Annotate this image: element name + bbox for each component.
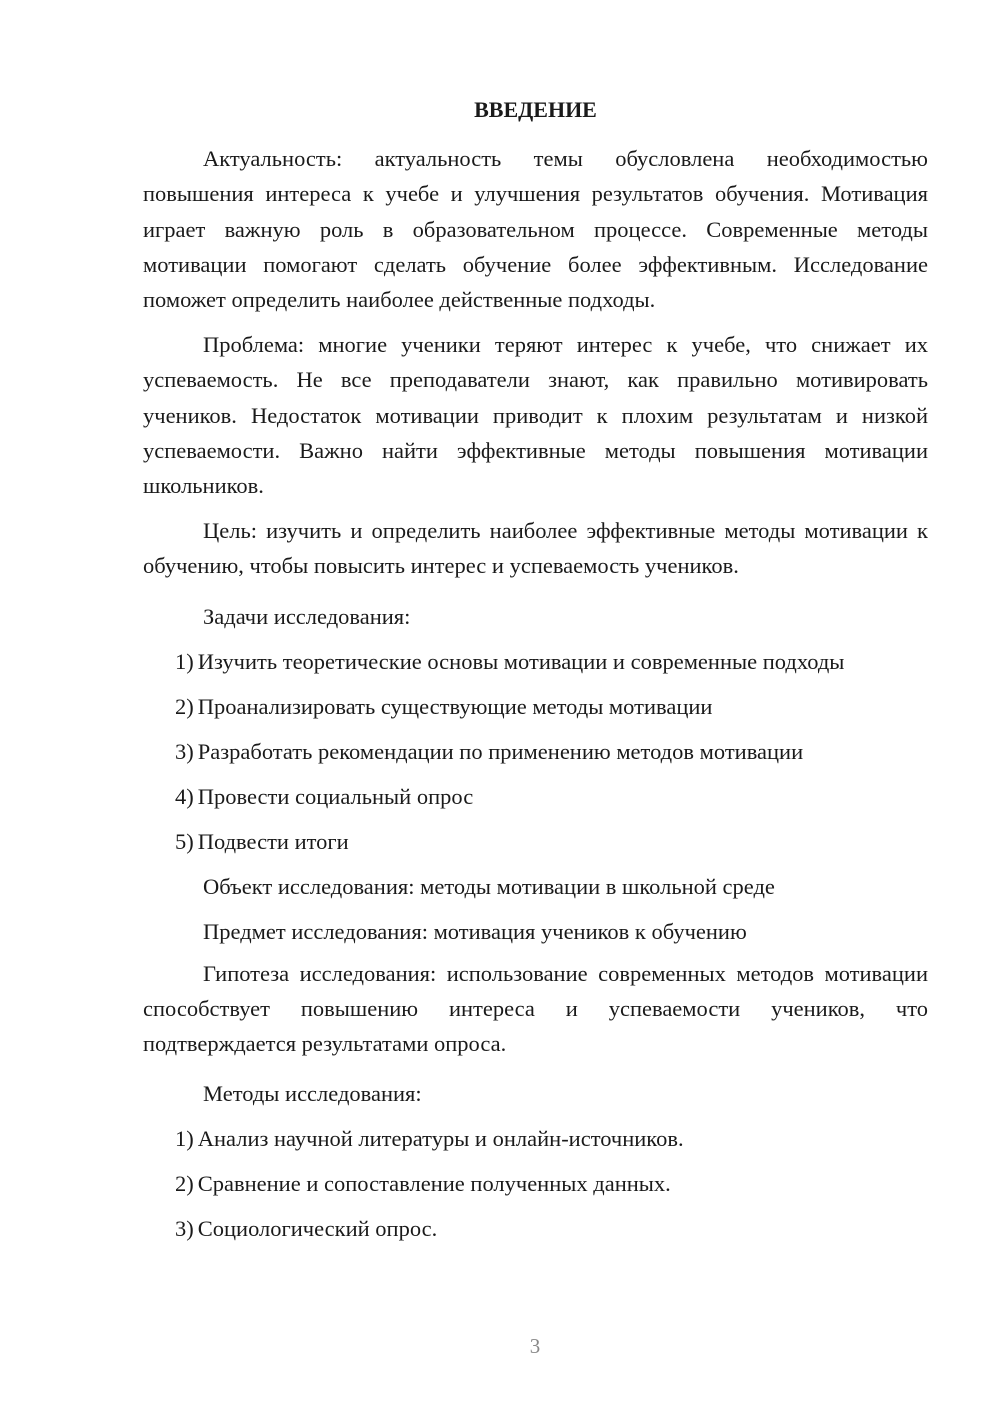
list-item-text: Подвести итоги xyxy=(197,828,349,854)
list-item-number: 3) xyxy=(175,1216,194,1242)
list-item xyxy=(143,819,928,864)
list-item xyxy=(143,1161,928,1206)
page-content xyxy=(143,92,928,1251)
section-title: ВВЕДЕНИЕ xyxy=(474,97,597,122)
page-number: 3 xyxy=(529,1334,541,1358)
list-item-number: 5) xyxy=(175,828,194,854)
list-item xyxy=(143,1206,928,1251)
list-item-number: 3) xyxy=(175,738,194,764)
subject-line: Предмет исследования: мотивация учеников к обучению xyxy=(203,918,747,944)
list-item-number: 1) xyxy=(175,1126,194,1152)
list-item xyxy=(143,1116,928,1161)
goal-paragraph: Цель: изучить и определить наиболее эффективные методы мотивации к обучению, чтобы повысить интерес и успеваемость учеников. xyxy=(143,518,928,579)
methods-heading: Методы исследования: xyxy=(203,1081,422,1107)
list-item-number: 1) xyxy=(175,648,194,674)
list-item xyxy=(143,639,928,684)
tasks-heading: Задачи исследования: xyxy=(203,603,411,629)
object-line: Объект исследования: методы мотивации в школьной среде xyxy=(203,873,775,899)
list-item-number: 2) xyxy=(175,693,194,719)
list-item-text: Анализ научной литературы и онлайн-источников. xyxy=(197,1126,684,1152)
hypothesis-paragraph: Гипотеза исследования: использование современных методов мотивации способствует повышению интереса и успеваемости учеников, что подтверждается результатами опроса. xyxy=(143,960,928,1057)
list-item-number: 4) xyxy=(175,783,194,809)
list-item xyxy=(143,684,928,729)
list-item-text: Социологический опрос. xyxy=(197,1216,438,1242)
problem-paragraph: Проблема: многие ученики теряют интерес к учебе, что снижает их успеваемость. Не все преподаватели знают, как правильно мотивировать учеников. Недостаток мотивации приводит к плохим результатам и низкой успеваемости. Важно найти эффективные методы повышения мотивации школьников. xyxy=(143,332,928,499)
list-item xyxy=(143,729,928,774)
list-item-text: Провести социальный опрос xyxy=(197,783,474,809)
list-item-number: 2) xyxy=(175,1171,194,1197)
tasks-list xyxy=(143,639,928,864)
list-item-text: Разработать рекомендации по применению методов мотивации xyxy=(197,738,804,764)
methods-list xyxy=(143,1116,928,1251)
list-item-text: Проанализировать существующие методы мотивации xyxy=(197,693,713,719)
list-item-text: Сравнение и сопоставление полученных данных. xyxy=(197,1171,671,1197)
list-item-text: Изучить теоретические основы мотивации и современные подходы xyxy=(197,648,845,674)
relevance-paragraph: Актуальность: актуальность темы обусловлена необходимостью повышения интереса к учебе и улучшения результатов обучения. Мотивация играет важную роль в образовательном процессе. Современные методы мотивации помогают сделать обучение более эффективным. Исследование поможет определить наиболее действенные подходы. xyxy=(143,146,928,313)
list-item xyxy=(143,774,928,819)
